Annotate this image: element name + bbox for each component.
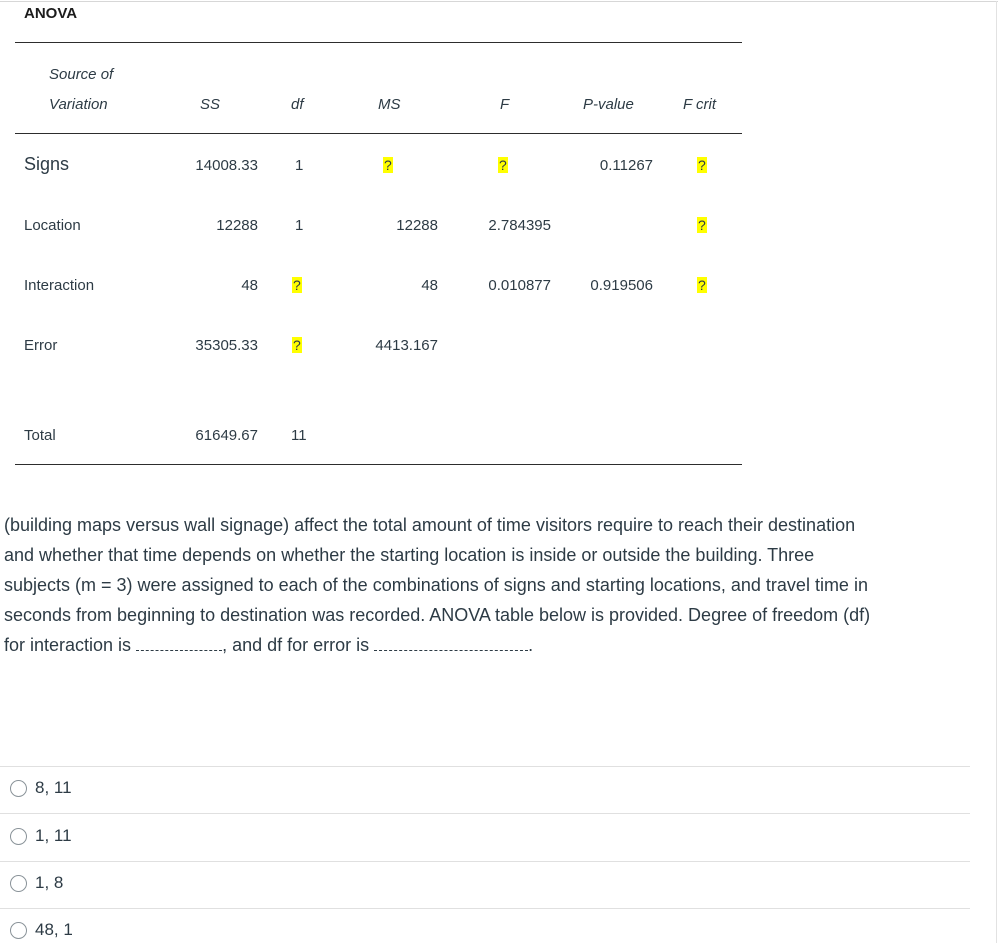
answer-option-3[interactable] xyxy=(10,871,63,895)
table-title: ANOVA xyxy=(24,5,78,22)
radio-button[interactable] xyxy=(10,922,27,939)
table-bottom-rule xyxy=(15,464,742,465)
question-line: (building maps versus wall signage) affect the total amount of time visitors require to reach their destination xyxy=(4,515,856,535)
row-source: Error xyxy=(24,337,58,354)
answer-option-1[interactable] xyxy=(10,776,72,800)
option-label: 48, 1 xyxy=(35,920,73,939)
row-source: Interaction xyxy=(24,277,95,294)
row-f: 0.010877 xyxy=(488,277,551,294)
header-f-crit: F crit xyxy=(683,96,717,113)
header-ms: MS xyxy=(378,96,401,113)
row-ss: 61649.67 xyxy=(195,427,258,444)
header-source-line1: Source of xyxy=(49,66,114,83)
row-source: Total xyxy=(24,427,56,444)
row-df: 1 xyxy=(295,217,304,234)
header-ss: SS xyxy=(200,96,221,113)
row-ms: 4413.167 xyxy=(375,337,438,354)
header-source-line2: Variation xyxy=(49,96,108,113)
row-f: 2.784395 xyxy=(488,217,551,234)
interaction-df-blank xyxy=(136,635,222,651)
table-top-rule xyxy=(15,42,742,43)
row-p-value: 0.11267 xyxy=(599,157,653,174)
question-fragment: for interaction is xyxy=(4,635,132,655)
table-header-rule xyxy=(15,133,742,134)
row-source: Location xyxy=(24,217,81,234)
row-p-value: 0.919506 xyxy=(590,277,653,294)
right-border xyxy=(996,1,997,943)
row-source: Signs xyxy=(24,154,70,174)
row-ss: 14008.33 xyxy=(195,157,258,174)
question-line: subjects (m = 3) were assigned to each of the combinations of signs and starting locations, and travel time in xyxy=(4,575,868,595)
question-fragment: , and df for error is xyxy=(222,635,370,655)
error-df-blank xyxy=(374,635,528,651)
row-df: 11 xyxy=(291,427,307,444)
row-ms: 48 xyxy=(421,277,438,294)
question-line xyxy=(4,630,979,660)
row-df: 1 xyxy=(295,157,304,174)
question-fragment: . xyxy=(528,635,534,655)
row-ss: 48 xyxy=(241,277,258,294)
header-df: df xyxy=(291,96,304,113)
option-label: 1, 11 xyxy=(35,826,72,845)
row-ss: 35305.33 xyxy=(195,337,258,354)
question-line: seconds from beginning to destination was recorded. ANOVA table below is provided. Degree of freedom (df) xyxy=(4,605,871,625)
option-divider xyxy=(0,766,970,767)
answer-option-2[interactable] xyxy=(10,824,72,848)
option-label: 1, 8 xyxy=(35,873,64,892)
answer-option-4[interactable] xyxy=(10,918,73,942)
row-ms: ? xyxy=(384,157,392,173)
row-ms: 12288 xyxy=(396,217,438,234)
header-f: F xyxy=(500,96,510,113)
radio-button[interactable] xyxy=(10,875,27,892)
question-line: and whether that time depends on whether the starting location is inside or outside the building. Three xyxy=(4,545,815,565)
row-f: ? xyxy=(499,157,507,173)
option-label: 8, 11 xyxy=(35,778,72,797)
question-text xyxy=(4,510,979,660)
option-divider xyxy=(0,813,970,814)
header-p-value: P-value xyxy=(583,96,634,113)
option-divider xyxy=(0,908,970,909)
row-f-crit: ? xyxy=(698,277,706,293)
row-f-crit: ? xyxy=(698,217,706,233)
radio-button[interactable] xyxy=(10,780,27,797)
option-divider xyxy=(0,861,970,862)
top-border xyxy=(0,1,998,2)
row-f-crit: ? xyxy=(698,157,706,173)
row-ss: 12288 xyxy=(216,217,258,234)
row-df: ? xyxy=(293,337,301,353)
row-df: ? xyxy=(293,277,301,293)
radio-button[interactable] xyxy=(10,828,27,845)
